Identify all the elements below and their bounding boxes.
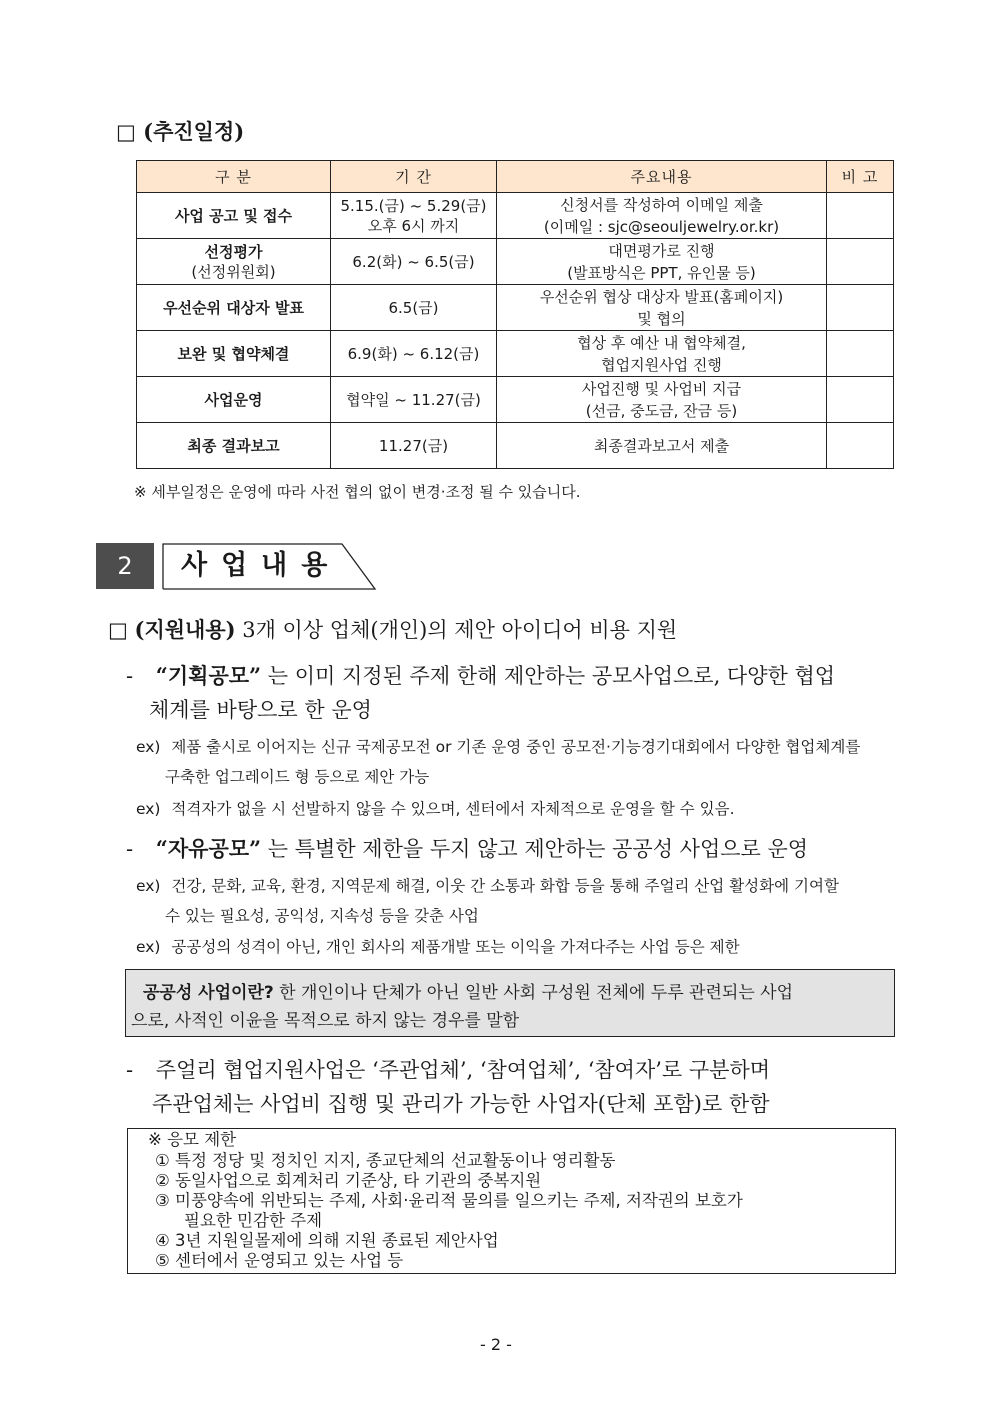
free-contest-term: “자유공모”: [155, 836, 262, 861]
row-period: 6.2(화) ~ 6.5(금): [331, 239, 497, 285]
period-line: 오후 6시 까지: [367, 216, 460, 235]
participants-text: 주얼리 협업지원사업은 ‘주관업체’, ‘참여업체’, ‘참여자’로 구분하며: [155, 1058, 771, 1082]
dash-bullet: -: [126, 664, 134, 688]
row-category: 사업운영: [137, 377, 331, 423]
table-row: [137, 331, 894, 377]
row-category: 보완 및 협약체결: [137, 331, 331, 377]
section-title-tab: [162, 543, 378, 590]
restriction-item: ② 동일사업으로 회계처리 기준상, 타 기관의 중복지원: [155, 1171, 542, 1190]
schedule-heading-text: (추진일정): [143, 119, 245, 144]
public-definition-line-1: [143, 978, 793, 1003]
schedule-table: [136, 160, 894, 469]
example-text: 제품 출시로 이어지는 신규 국제공모전 or 기존 운영 중인 공모전·기능경기대회에서 다양한 협업체계를: [171, 738, 861, 756]
row-category: 우선순위 대상자 발표: [137, 285, 331, 331]
header-period: 기 간: [331, 161, 497, 193]
row-period: 6.5(금): [331, 285, 497, 331]
plan-contest-line-1: [126, 660, 835, 690]
schedule-heading: [116, 116, 244, 146]
restriction-item: ③ 미풍양속에 위반되는 주제, 사회·윤리적 물의를 일으키는 주제, 저작권의 보호가: [155, 1191, 743, 1210]
category-line: 선정평가: [204, 242, 263, 261]
row-note: [827, 285, 894, 331]
example-label: ex): [136, 938, 161, 956]
table-header-row: [137, 161, 894, 193]
plan-contest-example-2: [136, 797, 735, 819]
example-text: 적격자가 없을 시 선발하지 않을 수 있으며, 센터에서 자체적으로 운영을 할 수 있음.: [171, 800, 735, 818]
content-line: 및 협의: [637, 309, 686, 328]
restriction-item: ① 특정 정당 및 정치인 지지, 종교단체의 선교활동이나 영리활동: [155, 1151, 616, 1170]
row-content: [497, 193, 827, 239]
header-category: 구 분: [137, 161, 331, 193]
example-text: 공공성의 성격이 아닌, 개인 회사의 제품개발 또는 이익을 가져다주는 사업 등은 제한: [171, 938, 740, 956]
row-period: 11.27(금): [331, 423, 497, 469]
support-label: (지원내용): [134, 617, 236, 642]
support-text: 3개 이상 업체(개인)의 제안 아이디어 비용 지원: [235, 618, 678, 642]
content-line: (선금, 중도금, 잔금 등): [585, 401, 738, 420]
restriction-item-cont: 필요한 민감한 주제: [184, 1211, 323, 1230]
content-line: 대면평가로 진행: [608, 241, 715, 260]
row-note: [827, 239, 894, 285]
row-note: [827, 423, 894, 469]
free-contest-line-1: [126, 833, 808, 863]
period-line: 5.15.(금) ~ 5.29(금): [340, 196, 487, 215]
table-row: [137, 193, 894, 239]
participants-line-2: 주관업체는 사업비 집행 및 관리가 가능한 사업자(단체 포함)로 한함: [152, 1092, 770, 1116]
public-definition-box: [125, 969, 895, 1037]
category-sub: (선정위원회): [191, 262, 276, 281]
row-content: [497, 331, 827, 377]
row-period: 6.9(화) ~ 6.12(금): [331, 331, 497, 377]
table-row: [137, 285, 894, 331]
dash-bullet: -: [126, 1058, 134, 1082]
header-content: 주요내용: [497, 161, 827, 193]
row-note: [827, 377, 894, 423]
public-definition-line-2: 으로, 사적인 이윤을 목적으로 하지 않는 경우를 말함: [131, 1011, 520, 1031]
content-line: 협업지원사업 진행: [601, 355, 722, 374]
content-line: (발표방식은 PPT, 유인물 등): [567, 263, 756, 282]
row-category: 최종 결과보고: [137, 423, 331, 469]
plan-contest-term: “기획공모”: [155, 663, 262, 688]
public-definition-term: 공공성 사업이란?: [143, 983, 274, 1003]
restriction-item: ⑤ 센터에서 운영되고 있는 사업 등: [155, 1251, 404, 1270]
row-content: [497, 377, 827, 423]
content-line: (이메일 : sjc@seouljewelry.or.kr): [543, 217, 780, 236]
row-category: [137, 239, 331, 285]
checkbox-square-icon: □: [108, 618, 128, 642]
table-row: [137, 423, 894, 469]
content-line: 협상 후 예산 내 협약체결,: [577, 333, 746, 352]
plan-contest-text: 는 이미 지정된 주제 한해 제안하는 공모사업으로, 다양한 협업: [267, 664, 836, 688]
row-period: [331, 193, 497, 239]
support-content-line: [108, 614, 677, 644]
example-label: ex): [136, 738, 161, 756]
free-contest-example-2: [136, 935, 740, 957]
section-title: 사업내용: [181, 550, 342, 581]
plan-contest-example-1-cont: 구축한 업그레이드 형 등으로 제안 가능: [165, 768, 430, 786]
example-text: 건강, 문화, 교육, 환경, 지역문제 해결, 이웃 간 소통과 화합 등을 통해 주얼리 산업 활성화에 기여할: [171, 877, 839, 895]
public-definition-text: 한 개인이나 단체가 아닌 일반 사회 구성원 전체에 두루 관련되는 사업: [273, 983, 793, 1003]
plan-contest-example-1: [136, 735, 860, 757]
row-content: [497, 239, 827, 285]
page-number: - 2 -: [480, 1335, 512, 1354]
table-row: [137, 377, 894, 423]
free-contest-example-1: [136, 874, 839, 896]
row-category: 사업 공고 및 접수: [137, 193, 331, 239]
row-note: [827, 193, 894, 239]
checkbox-square-icon: □: [116, 120, 136, 144]
row-content: [497, 285, 827, 331]
row-period: 협약일 ~ 11.27(금): [331, 377, 497, 423]
restriction-box: [127, 1128, 896, 1274]
free-contest-example-1-cont: 수 있는 필요성, 공익성, 지속성 등을 갖춘 사업: [165, 907, 479, 925]
example-label: ex): [136, 800, 161, 818]
content-line: 신청서를 작성하여 이메일 제출: [560, 195, 763, 214]
row-content: 최종결과보고서 제출: [497, 423, 827, 469]
participants-line-1: [126, 1054, 770, 1084]
section-number-badge: 2: [96, 543, 154, 589]
restriction-item: ④ 3년 지원일몰제에 의해 지원 종료된 제안사업: [155, 1231, 499, 1250]
free-contest-text: 는 특별한 제한을 두지 않고 제안하는 공공성 사업으로 운영: [267, 837, 809, 861]
table-row: [137, 239, 894, 285]
header-note: 비 고: [827, 161, 894, 193]
restriction-title: ※ 응모 제한: [148, 1130, 237, 1149]
example-label: ex): [136, 877, 161, 895]
row-note: [827, 331, 894, 377]
content-line: 사업진행 및 사업비 지급: [581, 379, 742, 398]
content-line: 우선순위 협상 대상자 발표(홈페이지): [539, 287, 784, 306]
plan-contest-line-2: 체계를 바탕으로 한 운영: [149, 698, 372, 722]
dash-bullet: -: [126, 837, 134, 861]
schedule-note: ※ 세부일정은 운영에 따라 사전 협의 없이 변경·조정 될 수 있습니다.: [134, 483, 581, 501]
